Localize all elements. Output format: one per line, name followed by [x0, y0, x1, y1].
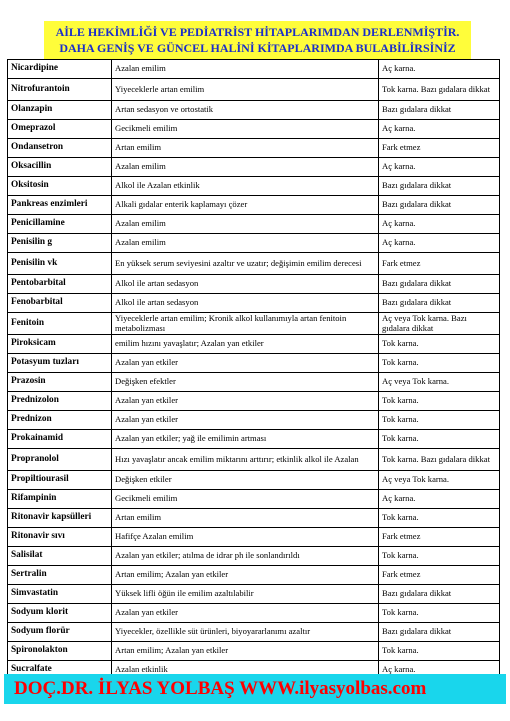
- table-row: [8, 335, 500, 354]
- drug-name-cell: Prazosin: [8, 373, 112, 392]
- advice-cell: Bazı gıdalara dikkat: [379, 623, 500, 642]
- effect-cell: Hafifçe Azalan emilim: [112, 528, 379, 547]
- table-row: [8, 294, 500, 313]
- advice-cell: Bazı gıdalara dikkat: [379, 585, 500, 604]
- advice-cell: Aç karna.: [379, 215, 500, 234]
- table-row: [8, 373, 500, 392]
- drug-name-cell: Ritonavir sıvı: [8, 528, 112, 547]
- effect-cell: Değişken efektler: [112, 373, 379, 392]
- effect-cell: Azalan yan etkiler: [112, 604, 379, 623]
- effect-cell: Artan emilim; Azalan yan etkiler: [112, 642, 379, 661]
- effect-cell: Azalan yan etkiler: [112, 411, 379, 430]
- table-body: [8, 60, 500, 680]
- advice-cell: Tok karna.: [379, 411, 500, 430]
- effect-cell: Azalan yan etkiler: [112, 392, 379, 411]
- effect-cell: Azalan etkinlik: [112, 661, 379, 680]
- drug-name-cell: Sertralin: [8, 566, 112, 585]
- table-row: [8, 275, 500, 294]
- table-row: [8, 490, 500, 509]
- table-row: [8, 471, 500, 490]
- drug-name-cell: Oksacillin: [8, 158, 112, 177]
- advice-cell: Tok karna.: [379, 642, 500, 661]
- table-row: [8, 392, 500, 411]
- table-row: [8, 177, 500, 196]
- advice-cell: Bazı gıdalara dikkat: [379, 196, 500, 215]
- advice-cell: Aç karna.: [379, 158, 500, 177]
- effect-cell: Artan sedasyon ve ortostatik: [112, 101, 379, 120]
- drug-name-cell: Pankreas enzimleri: [8, 196, 112, 215]
- effect-cell: Hızı yavaşlatır ancak emilim miktarını arttırır; etkinlik alkol ile Azalan: [112, 449, 379, 471]
- table-row: [8, 60, 500, 79]
- table-row: [8, 101, 500, 120]
- advice-cell: Tok karna.: [379, 354, 500, 373]
- advice-cell: Aç karna.: [379, 120, 500, 139]
- advice-cell: Tok karna. Bazı gıdalara dikkat: [379, 449, 500, 471]
- drug-name-cell: Propranolol: [8, 449, 112, 471]
- advice-cell: Tok karna. Bazı gıdalara dikkat: [379, 79, 500, 101]
- advice-cell: Tok karna.: [379, 604, 500, 623]
- effect-cell: Alkali gıdalar enterik kaplamayı çözer: [112, 196, 379, 215]
- advice-cell: Aç karna.: [379, 490, 500, 509]
- drug-name-cell: Sodyum klorit: [8, 604, 112, 623]
- drug-name-cell: Ondansetron: [8, 139, 112, 158]
- drug-name-cell: Fenobarbital: [8, 294, 112, 313]
- drug-name-cell: Prednizon: [8, 411, 112, 430]
- table-row: [8, 139, 500, 158]
- advice-cell: Tok karna.: [379, 547, 500, 566]
- table-row: [8, 642, 500, 661]
- effect-cell: Artan emilim: [112, 139, 379, 158]
- drug-name-cell: Salisilat: [8, 547, 112, 566]
- effect-cell: Alkol ile artan sedasyon: [112, 275, 379, 294]
- table-row: [8, 449, 500, 471]
- drug-food-interaction-table: [7, 59, 500, 680]
- drug-name-cell: Fenitoin: [8, 313, 112, 335]
- advice-cell: Fark etmez: [379, 528, 500, 547]
- advice-cell: Tok karna.: [379, 335, 500, 354]
- effect-cell: Yiyecekler, özellikle süt ürünleri, biyoyararlanımı azaltır: [112, 623, 379, 642]
- effect-cell: Azalan yan etkiler: [112, 354, 379, 373]
- effect-cell: Azalan emilim: [112, 215, 379, 234]
- footer-banner: DOÇ.DR. İLYAS YOLBAŞ WWW.ilyasyolbas.com: [4, 674, 506, 704]
- advice-cell: Aç karna.: [379, 234, 500, 253]
- effect-cell: Alkol ile Azalan etkinlik: [112, 177, 379, 196]
- advice-cell: Aç veya Tok karna.: [379, 471, 500, 490]
- drug-name-cell: Simvastatin: [8, 585, 112, 604]
- effect-cell: Yiyeceklerle artan emilim; Kronik alkol kullanımıyla artan fenitoin metabolizması: [112, 313, 379, 335]
- table-row: [8, 547, 500, 566]
- effect-cell: Artan emilim: [112, 509, 379, 528]
- effect-cell: emilim hızını yavaşlatır; Azalan yan etkiler: [112, 335, 379, 354]
- table-row: [8, 528, 500, 547]
- drug-name-cell: Sodyum florür: [8, 623, 112, 642]
- drug-name-cell: Sucralfate: [8, 661, 112, 680]
- advice-cell: Tok karna.: [379, 509, 500, 528]
- drug-name-cell: Penisilin g: [8, 234, 112, 253]
- page-header: [44, 21, 471, 59]
- effect-cell: Azalan emilim: [112, 234, 379, 253]
- advice-cell: Aç veya Tok karna.: [379, 373, 500, 392]
- drug-name-cell: Propiltiourasil: [8, 471, 112, 490]
- advice-cell: Tok karna.: [379, 392, 500, 411]
- drug-name-cell: Olanzapin: [8, 101, 112, 120]
- advice-cell: Aç veya Tok karna. Bazı gıdalara dikkat: [379, 313, 500, 335]
- drug-name-cell: Potasyum tuzları: [8, 354, 112, 373]
- header-line-2: DAHA GENİŞ VE GÜNCEL HALİNİ KİTAPLARIMDA BULABİLİRSİNİZ: [59, 41, 456, 55]
- advice-cell: Bazı gıdalara dikkat: [379, 294, 500, 313]
- advice-cell: Bazı gıdalara dikkat: [379, 275, 500, 294]
- effect-cell: Yiyeceklerle artan emilim: [112, 79, 379, 101]
- effect-cell: Gecikmeli emilim: [112, 490, 379, 509]
- table-row: [8, 509, 500, 528]
- drug-name-cell: Prokainamid: [8, 430, 112, 449]
- table-row: [8, 215, 500, 234]
- drug-name-cell: Spironolakton: [8, 642, 112, 661]
- drug-name-cell: Rifampinin: [8, 490, 112, 509]
- effect-cell: Gecikmeli emilim: [112, 120, 379, 139]
- effect-cell: Azalan yan etkiler; atılma de idrar ph ile sonlandırıldı: [112, 547, 379, 566]
- drug-name-cell: Penicillamine: [8, 215, 112, 234]
- table-row: [8, 354, 500, 373]
- table-row: [8, 623, 500, 642]
- effect-cell: Yüksek lifli öğün ile emilim azaltılabilir: [112, 585, 379, 604]
- table-row: [8, 234, 500, 253]
- table-row: [8, 253, 500, 275]
- drug-name-cell: Oksitosin: [8, 177, 112, 196]
- drug-name-cell: Piroksicam: [8, 335, 112, 354]
- effect-cell: En yüksek serum seviyesini azaltır ve uzatır; değişimin emilim derecesi: [112, 253, 379, 275]
- header-line-1: AİLE HEKİMLİĞİ VE PEDİATRİST HİTAPLARIMDAN DERLENMİŞTİR.: [55, 25, 460, 39]
- table-row: [8, 411, 500, 430]
- table-row: [8, 430, 500, 449]
- effect-cell: Değişken etkiler: [112, 471, 379, 490]
- advice-cell: Fark etmez: [379, 253, 500, 275]
- advice-cell: Bazı gıdalara dikkat: [379, 177, 500, 196]
- advice-cell: Fark etmez: [379, 139, 500, 158]
- drug-name-cell: Prednizolon: [8, 392, 112, 411]
- drug-name-cell: Pentobarbital: [8, 275, 112, 294]
- table-row: [8, 566, 500, 585]
- drug-name-cell: Ritonavir kapsülleri: [8, 509, 112, 528]
- table-row: [8, 604, 500, 623]
- effect-cell: Azalan yan etkiler; yağ ile emilimin artması: [112, 430, 379, 449]
- table-row: [8, 313, 500, 335]
- advice-cell: Aç karna.: [379, 661, 500, 680]
- advice-cell: Aç karna.: [379, 60, 500, 79]
- drug-name-cell: Penisilin vk: [8, 253, 112, 275]
- drug-name-cell: Nicardipine: [8, 60, 112, 79]
- table-row: [8, 158, 500, 177]
- advice-cell: Fark etmez: [379, 566, 500, 585]
- effect-cell: Azalan emilim: [112, 158, 379, 177]
- drug-name-cell: Nitrofurantoin: [8, 79, 112, 101]
- effect-cell: Azalan emilim: [112, 60, 379, 79]
- drug-name-cell: Omeprazol: [8, 120, 112, 139]
- table-row: [8, 585, 500, 604]
- table-row: [8, 196, 500, 215]
- advice-cell: Tok karna.: [379, 430, 500, 449]
- table-row: [8, 79, 500, 101]
- table-row: [8, 120, 500, 139]
- effect-cell: Artan emilim; Azalan yan etkiler: [112, 566, 379, 585]
- effect-cell: Alkol ile artan sedasyon: [112, 294, 379, 313]
- advice-cell: Bazı gıdalara dikkat: [379, 101, 500, 120]
